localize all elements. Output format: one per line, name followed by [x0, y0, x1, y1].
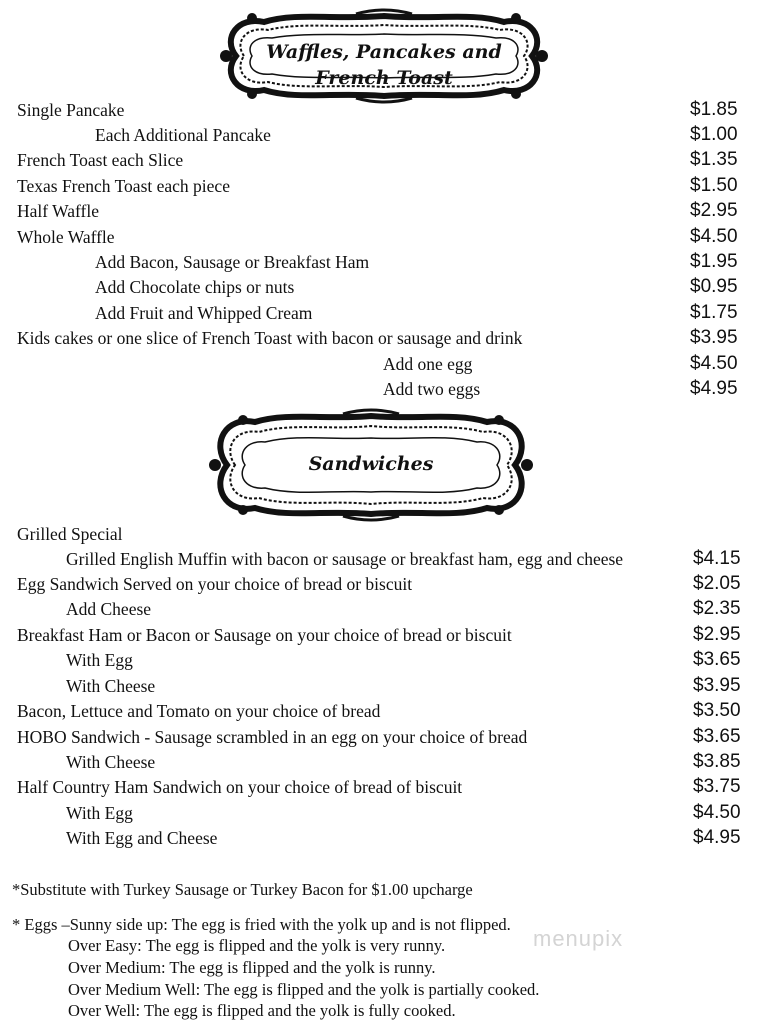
egg-note: Over Easy: The egg is flipped and the yolk is very runny.: [68, 936, 446, 955]
menu-item-price: $0.95: [690, 276, 738, 297]
menu-item-name: Add Chocolate chips or nuts: [95, 277, 295, 297]
menu-item-name: With Cheese: [66, 752, 156, 772]
menu-item-price: $3.50: [693, 700, 741, 721]
menu-item-name: Add Fruit and Whipped Cream: [95, 303, 313, 323]
menu-item-name: Add Bacon, Sausage or Breakfast Ham: [95, 252, 370, 272]
menu-item-name: French Toast each Slice: [17, 150, 184, 170]
menu-item-name: With Cheese: [66, 676, 156, 696]
egg-note: Over Medium Well: The egg is flipped and the yolk is partially cooked.: [68, 980, 540, 999]
menu-item-price: $3.65: [693, 726, 741, 747]
menu-item-name: Breakfast Ham or Bacon or Sausage on your choice of bread or biscuit: [17, 625, 512, 645]
menu-item-price: $1.00: [690, 124, 738, 145]
menu-item-name: With Egg: [66, 803, 133, 823]
menu-item-price: $4.50: [690, 353, 738, 374]
menu-item-name: Whole Waffle: [17, 227, 115, 247]
menu-item-name: With Egg and Cheese: [66, 828, 218, 848]
menu-item-price: $4.50: [690, 226, 738, 247]
menu-item-name: Grilled Special: [17, 524, 123, 544]
menu-item-name: Add two eggs: [383, 379, 481, 399]
menu-item-price: $2.35: [693, 598, 741, 619]
section-header-sandwiches: [205, 408, 537, 522]
menu-item-name: Kids cakes or one slice of French Toast with bacon or sausage and drink: [17, 328, 523, 348]
menu-item-name: Texas French Toast each piece: [17, 176, 230, 196]
menu-item-price: $3.65: [693, 649, 741, 670]
menu-item-name: Add one egg: [383, 354, 473, 374]
menu-item-price: $1.95: [690, 251, 738, 272]
menu-item-price: $1.50: [690, 175, 738, 196]
menu-item-price: $1.75: [690, 302, 738, 323]
egg-note: Over Well: The egg is flipped and the yolk is fully cooked.: [68, 1001, 456, 1020]
menu-item-price: $2.95: [693, 624, 741, 645]
menu-item-price: $3.85: [693, 751, 741, 772]
menu-item-price: $1.85: [690, 99, 738, 120]
menu-item-name: Bacon, Lettuce and Tomato on your choice of bread: [17, 701, 381, 721]
section-title: Sandwiches: [308, 453, 434, 475]
menu-item-price: $2.05: [693, 573, 741, 594]
section-header-waffles: [216, 8, 552, 104]
menu-item-price: $3.75: [693, 776, 741, 797]
menu-item-price: $2.95: [690, 200, 738, 221]
substitute-note: *Substitute with Turkey Sausage or Turkey Bacon for $1.00 upcharge: [12, 880, 473, 899]
menu-item-name: Half Country Ham Sandwich on your choice of bread of biscuit: [17, 777, 463, 797]
menu-item-name: Single Pancake: [17, 100, 125, 120]
menu-item-name: Each Additional Pancake: [95, 125, 271, 145]
menu-item-name: Add Cheese: [66, 599, 152, 619]
menu-item-name: With Egg: [66, 650, 133, 670]
egg-note: Over Medium: The egg is flipped and the yolk is runny.: [68, 958, 436, 977]
section-title: Waffles, Pancakes and French Toast: [266, 41, 502, 89]
menu-item-name: Half Waffle: [17, 201, 100, 221]
menu-item-price: $4.95: [690, 378, 738, 399]
menu-item-name: Grilled English Muffin with bacon or sausage or breakfast ham, egg and cheese: [66, 549, 624, 569]
menu-item-price: $3.95: [690, 327, 738, 348]
menu-item-name: Egg Sandwich Served on your choice of bread or biscuit: [17, 574, 413, 594]
menu-item-price: $3.95: [693, 675, 741, 696]
menu-item-price: $4.15: [693, 548, 741, 569]
menu-item-name: HOBO Sandwich - Sausage scrambled in an egg on your choice of bread: [17, 727, 528, 747]
menu-item-price: $4.50: [693, 802, 741, 823]
menu-item-price: $1.35: [690, 149, 738, 170]
menu-item-price: $4.95: [693, 827, 741, 848]
egg-note: * Eggs –Sunny side up: The egg is fried with the yolk up and is not flipped.: [12, 915, 511, 934]
watermark: menupix: [533, 926, 624, 951]
